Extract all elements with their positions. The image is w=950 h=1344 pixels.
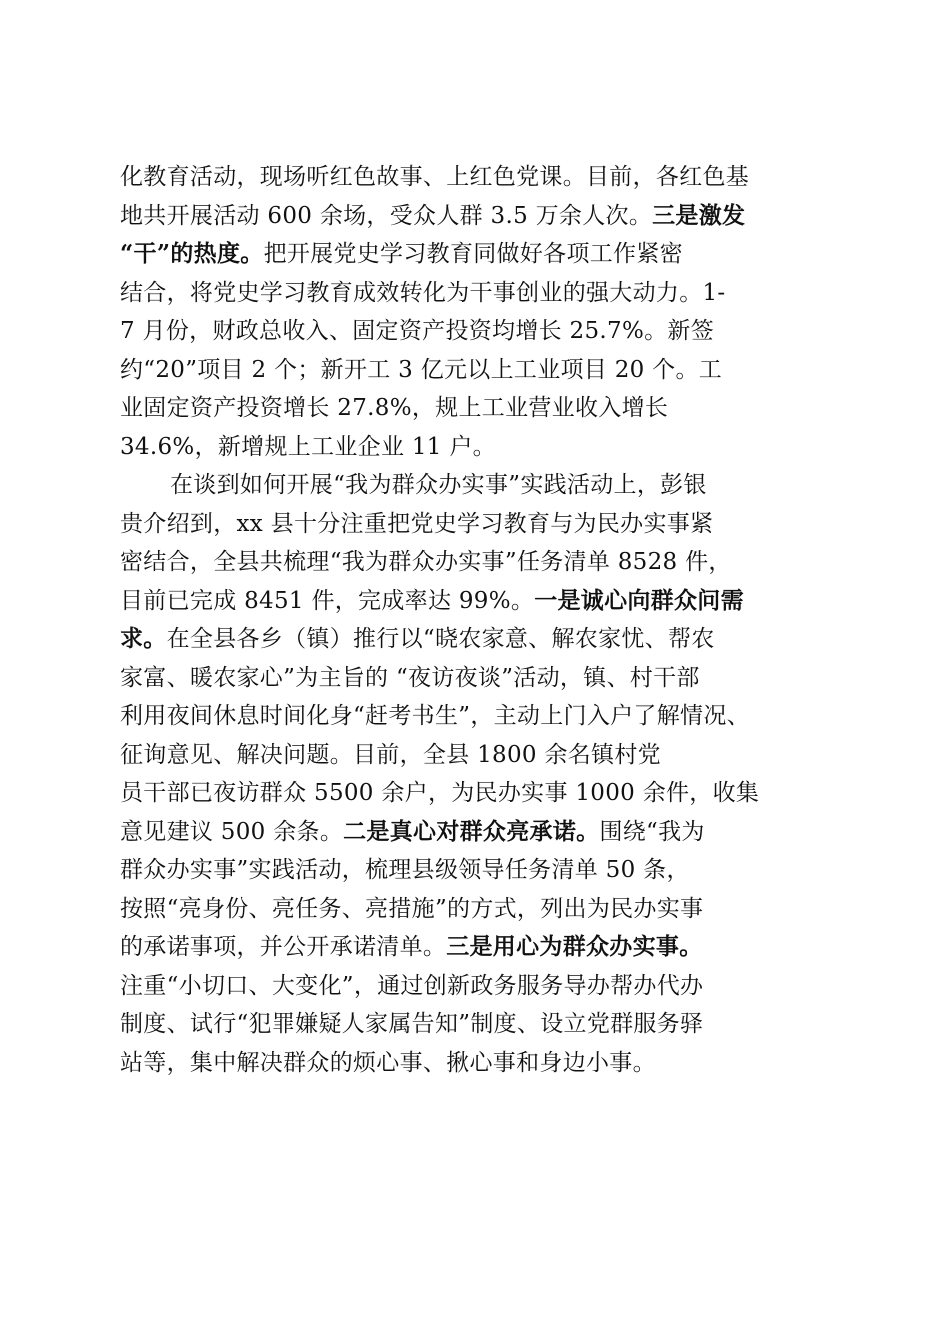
text-line: [120, 697, 820, 736]
text-line: [120, 1005, 820, 1044]
body-text: 按照“亮身份、亮任务、亮措施”的方式，列出为民办实事: [120, 895, 704, 922]
bold-emphasis-text: 求。: [120, 625, 167, 652]
bold-emphasis-text: “干”的热度。: [120, 240, 264, 267]
bold-emphasis-text: 三是激发: [652, 201, 746, 229]
bold-emphasis-text: 一是诚心向群众问需: [534, 586, 744, 614]
body-text: 化教育活动，现场听红色故事、上红色党课。目前，各红色基: [120, 164, 750, 190]
text-line: [120, 235, 820, 274]
body-text: 员干部已夜访群众 5500 余户，为民办实事 1000 余件，收集: [120, 780, 760, 806]
body-text: 密结合，全县共梳理“我为群众办实事”任务清单 8528 件，: [120, 549, 732, 575]
text-line: [120, 736, 820, 775]
text-line: [120, 967, 820, 1006]
paragraph-start-line: [120, 466, 820, 505]
body-text: 地共开展活动 600 余场，受众人群 3.5 万余人次。: [120, 202, 653, 229]
text-line: [120, 543, 820, 582]
body-text: 在全县各乡（镇）推行以“晓农家意、解农家忧、帮农: [166, 626, 715, 652]
body-text: 约“20”项目 2 个；新开工 3 亿元以上工业项目 20 个。工: [120, 356, 723, 383]
text-line: [120, 197, 820, 236]
body-text: 注重“小切口、大变化”，通过创新政务服务导办帮办代办: [120, 972, 704, 999]
body-text: 围绕“我为: [599, 818, 705, 845]
text-line: [120, 851, 820, 890]
body-text: 7 月份，财政总收入、固定资产投资均增长 25.7%。新签: [120, 318, 715, 344]
body-text: 意见建议 500 余条。: [120, 818, 344, 845]
body-text: 34.6%，新增规上工业企业 11 户。: [120, 433, 496, 460]
body-text: 结合，将党史学习教育成效转化为干事创业的强大动力。1-: [120, 279, 726, 306]
text-line: [120, 1044, 820, 1083]
body-text: 贵介绍到，xx 县十分注重把党史学习教育与为民办实事紧: [120, 510, 714, 537]
text-line: [120, 505, 820, 544]
body-text: 目前已完成 8451 件，完成率达 99%。: [120, 587, 535, 614]
body-text: 家富、暖农家心”为主旨的 “夜访夜谈”活动，镇、村干部: [120, 664, 700, 691]
text-line: [120, 659, 820, 698]
document-body: [120, 158, 820, 1082]
text-line: [120, 582, 820, 621]
body-text: 群众办实事”实践活动，梳理县级领导任务清单 50 条，: [120, 857, 690, 883]
text-line: [120, 813, 820, 852]
text-line: [120, 274, 820, 313]
text-line: [120, 620, 820, 659]
bold-emphasis-text: 二是真心对群众亮承诺。: [343, 817, 600, 845]
body-text: 站等，集中解决群众的烦心事、揪心事和身边小事。: [120, 1049, 656, 1076]
body-text: 把开展党史学习教育同做好各项工作紧密: [263, 241, 683, 267]
text-line: [120, 428, 820, 467]
text-line: [120, 774, 820, 813]
body-text: 利用夜间休息时间化身“赶考书生”，主动上门入户了解情况、: [120, 703, 750, 729]
body-text: 制度、试行“犯罪嫌疑人家属告知”制度、设立党群服务驿: [120, 1011, 704, 1037]
text-line: [120, 890, 820, 929]
text-line: [120, 389, 820, 428]
text-line: [120, 351, 820, 390]
body-text: 在谈到如何开展“我为群众办实事”实践活动上，彭银: [170, 472, 707, 498]
bold-emphasis-text: 三是用心为群众办实事。: [446, 933, 703, 960]
body-text: 的承诺事项，并公开承诺清单。: [120, 934, 447, 960]
body-text: 业固定资产投资增长 27.8%，规上工业营业收入增长: [120, 395, 669, 421]
text-line: [120, 158, 820, 197]
body-text: 征询意见、解决问题。目前，全县 1800 余名镇村党: [120, 741, 661, 768]
text-line: [120, 312, 820, 351]
text-line: [120, 928, 820, 967]
